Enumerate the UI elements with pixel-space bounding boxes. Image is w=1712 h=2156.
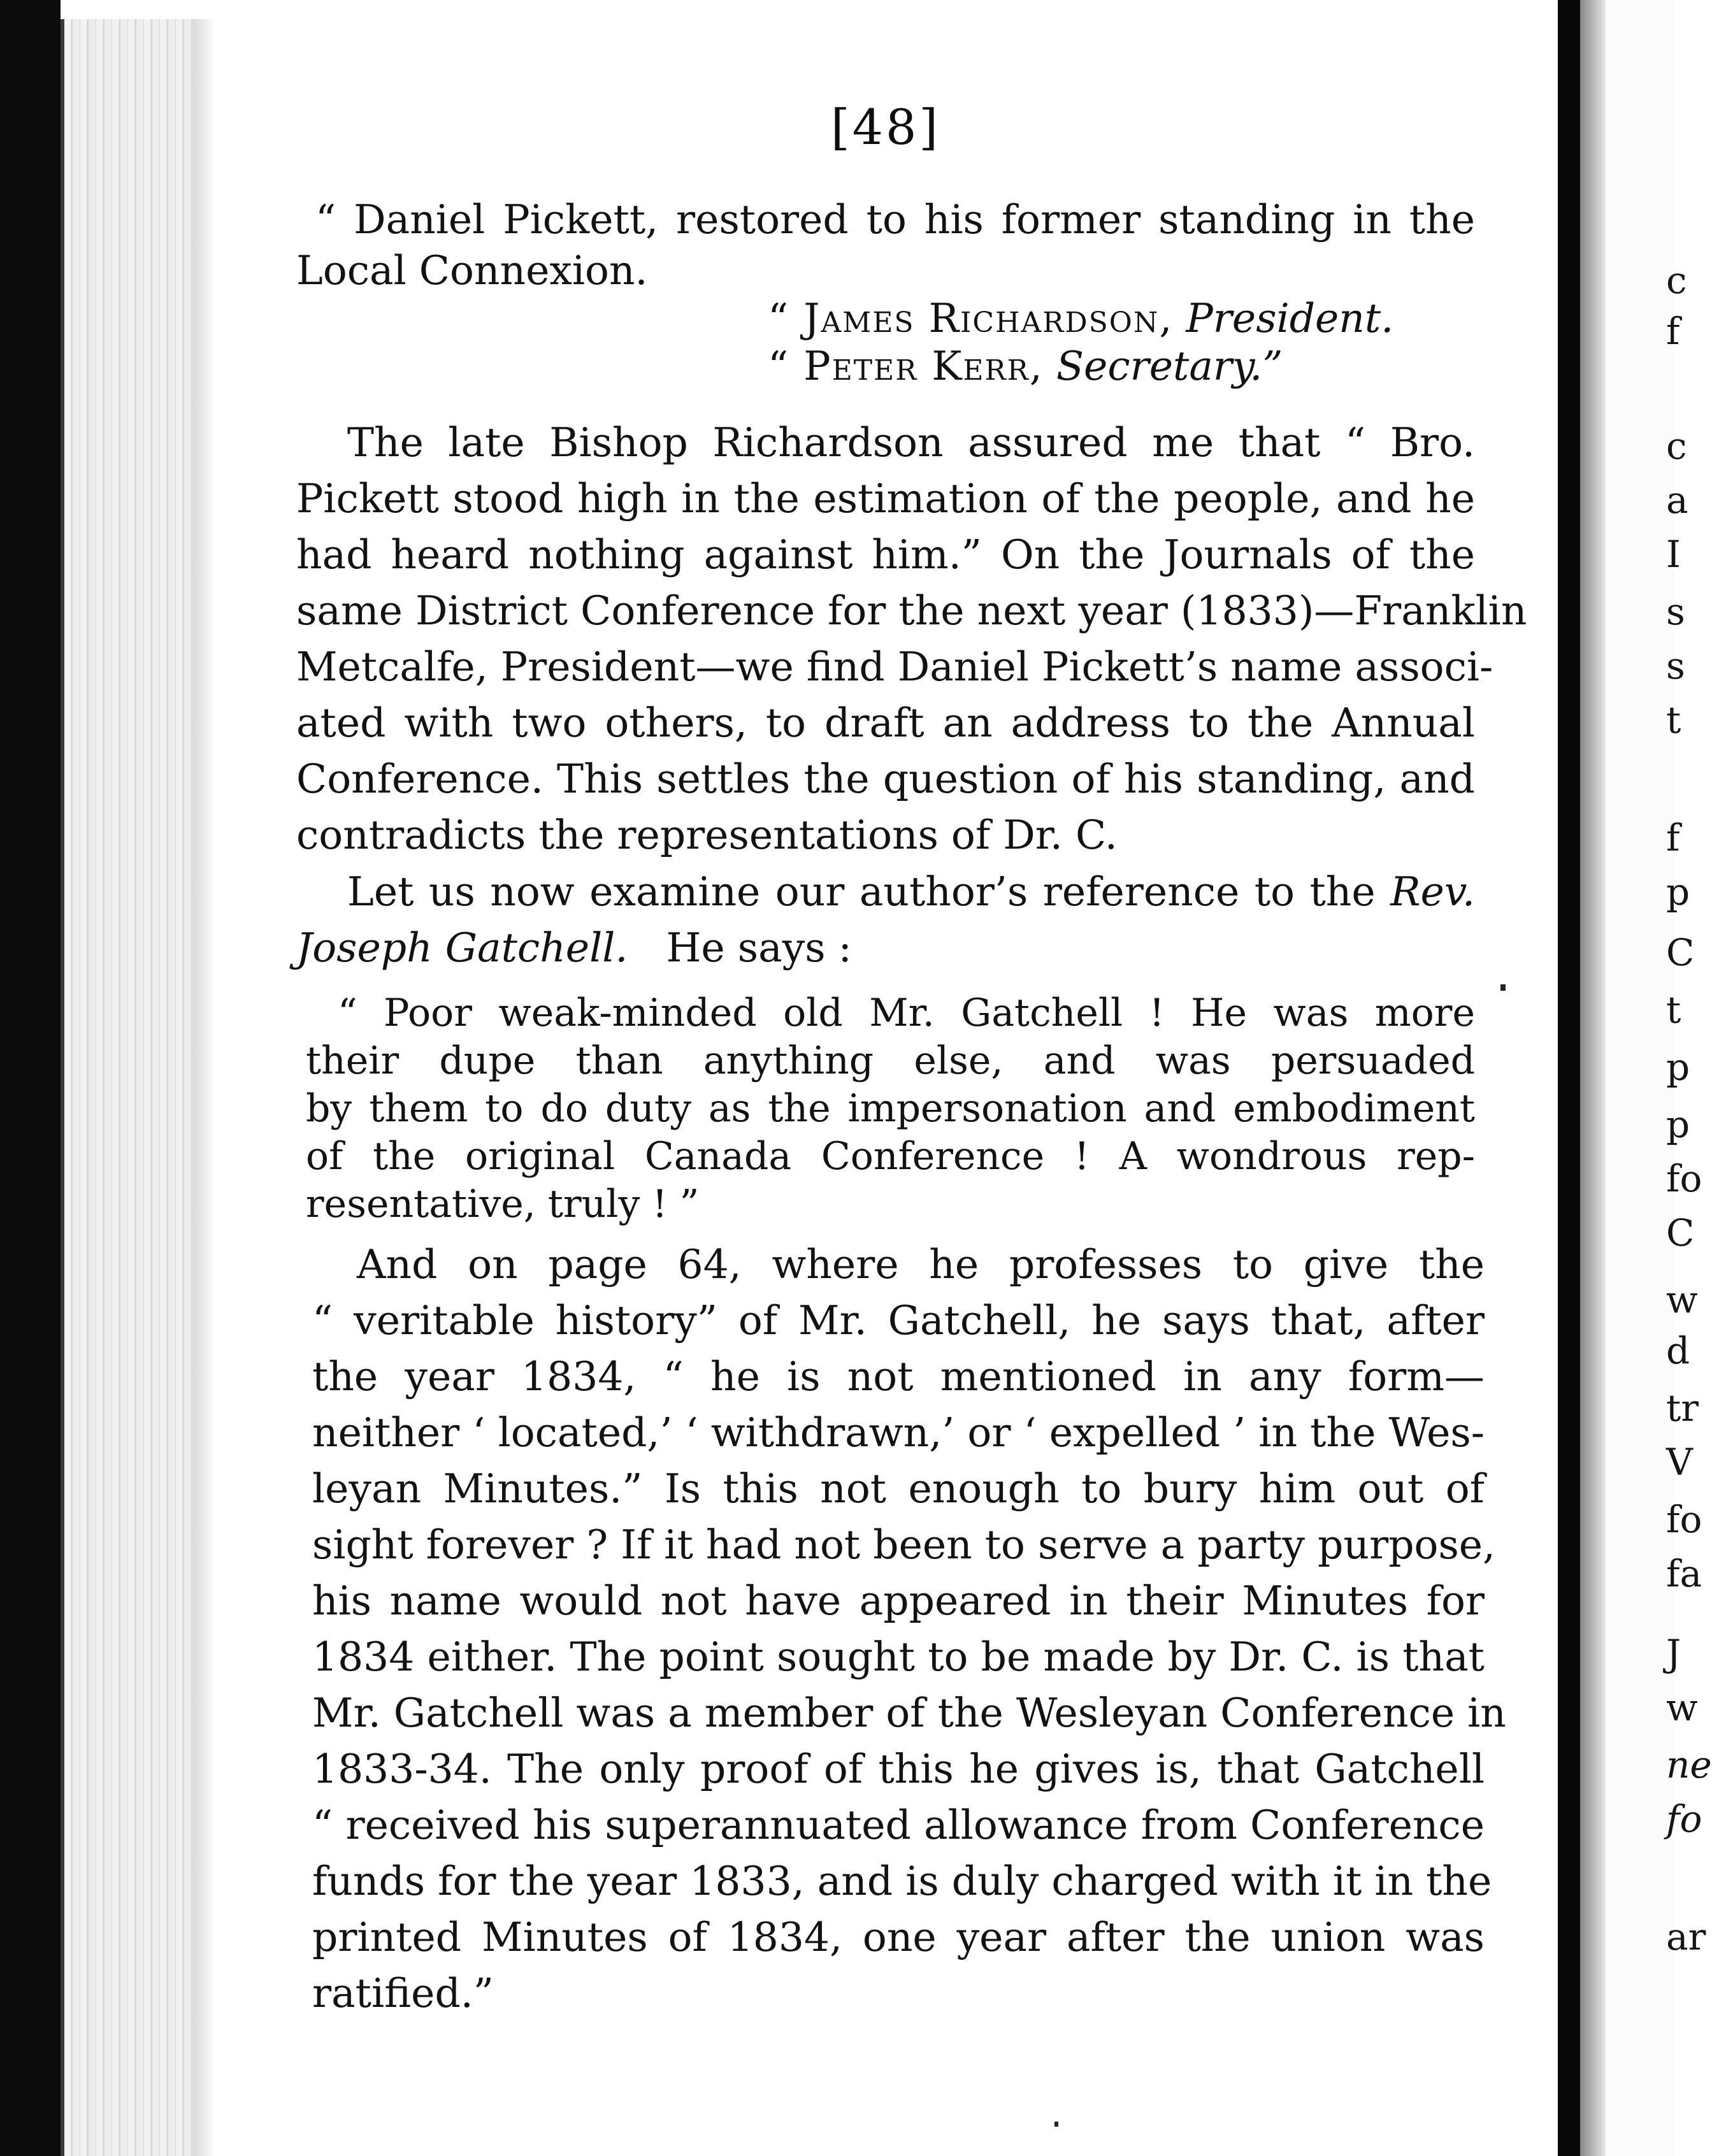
- facing-fragment: p: [1666, 870, 1690, 914]
- facing-fragment: t: [1666, 698, 1681, 742]
- para3-line: 1834 either. The point sought to be made by Dr. C. is that: [312, 1634, 1485, 1680]
- facing-fragment: C: [1666, 1211, 1695, 1254]
- para3-line: sight forever ? If it had not been to serve a party purpose,: [312, 1521, 1496, 1568]
- para3-line: And on page 64, where he professes to give the: [357, 1241, 1485, 1288]
- facing-fragment: V: [1666, 1441, 1693, 1484]
- para1-line: Conference. This settles the question of his standing, and: [296, 756, 1475, 802]
- facing-fragment: d: [1666, 1329, 1690, 1372]
- scan-speck: [1054, 2122, 1058, 2127]
- para1-line: The late Bishop Richardson assured me that “ Bro.: [347, 419, 1475, 466]
- book-page: [213, 0, 1558, 2156]
- page-number: [48]: [830, 99, 940, 155]
- para1-line: same District Conference for the next year (1833)—Franklin: [296, 587, 1527, 634]
- para3-line: the year 1834, “ he is not mentioned in any form—: [312, 1353, 1485, 1400]
- para2-line-2-text: He says :: [666, 924, 852, 971]
- para1-line: contradicts the representations of Dr. C.: [296, 812, 1118, 858]
- facing-fragment: tr: [1666, 1386, 1699, 1430]
- secretary-name: “ Peter Kerr,: [768, 343, 1044, 389]
- facing-fragment: fo: [1666, 1498, 1702, 1541]
- quote-line: their dupe than anything else, and was persuaded: [306, 1038, 1475, 1083]
- para3-line: leyan Minutes.” Is this not enough to bury him out of: [312, 1465, 1485, 1512]
- facing-fragment: c: [1666, 259, 1687, 302]
- facing-fragment: w: [1666, 1686, 1698, 1729]
- facing-fragment: I: [1666, 533, 1681, 576]
- president-title: President.: [1186, 295, 1394, 341]
- facing-fragment: C: [1666, 931, 1695, 974]
- page-gutter: [1558, 0, 1580, 2156]
- signature-secretary: [768, 338, 1283, 395]
- facing-fragment: fa: [1666, 1552, 1702, 1595]
- facing-fragment: ar: [1666, 1915, 1706, 1958]
- para1-line: Pickett stood high in the estimation of the people, and he: [296, 475, 1475, 522]
- para2-line-2: [296, 919, 1475, 977]
- gutter-shading: [1580, 0, 1606, 2156]
- para2-line-1: [347, 863, 1475, 921]
- facing-fragment: f: [1666, 816, 1680, 859]
- para2-line-2-italic: Joseph Gatchell.: [296, 924, 628, 971]
- facing-fragment: a: [1666, 478, 1688, 522]
- secretary-title: Secretary.”: [1056, 343, 1283, 389]
- page-edge-shadow: [191, 19, 217, 2156]
- facing-fragment: s: [1666, 644, 1685, 687]
- para3-line: neither ‘ located,’ ‘ withdrawn,’ or ‘ expelled ’ in the Wes-: [312, 1409, 1485, 1456]
- facing-fragment: c: [1666, 424, 1687, 468]
- quote-line: of the original Canada Conference ! A wondrous rep-: [306, 1134, 1475, 1179]
- para1-line: ated with two others, to draft an address to the Annual: [296, 700, 1475, 746]
- facing-fragment: w: [1666, 1278, 1698, 1321]
- scan-border-left: [0, 0, 61, 2156]
- quote-line: “ Poor weak-minded old Mr. Gatchell ! He was more: [338, 991, 1475, 1035]
- facing-fragment: t: [1666, 988, 1681, 1031]
- facing-fragment: s: [1666, 590, 1685, 633]
- para2-line-1-text: Let us now examine our author’s reference to the: [347, 868, 1376, 915]
- scan-speck: [1500, 984, 1506, 991]
- para3-line: “ received his superannuated allowance from Conference: [312, 1802, 1485, 1848]
- quote-line: by them to do duty as the impersonation and embodiment: [306, 1086, 1475, 1131]
- para2-line-1-italic: Rev.: [1390, 868, 1475, 915]
- para1-line: had heard nothing against him.” On the Journals of the: [296, 531, 1475, 578]
- para3-line: printed Minutes of 1834, one year after the union was: [312, 1914, 1485, 1960]
- facing-fragment: f: [1666, 310, 1680, 353]
- quote-line: resentative, truly ! ”: [306, 1182, 700, 1226]
- facing-fragment: p: [1666, 1103, 1690, 1146]
- para3-line: 1833-34. The only proof of this he gives is, that Gatchell: [312, 1746, 1485, 1792]
- facing-fragment: fo: [1666, 1157, 1702, 1200]
- para3-line: “ veritable history” of Mr. Gatchell, he says that, after: [312, 1297, 1485, 1344]
- intro-line-1: “ Daniel Pickett, restored to his former standing in the: [315, 196, 1475, 243]
- intro-line-2: Local Connexion.: [296, 247, 648, 294]
- para3-line: Mr. Gatchell was a member of the Wesleyan Conference in: [312, 1690, 1506, 1736]
- para1-line: Metcalfe, President—we find Daniel Pickett’s name associ-: [296, 643, 1493, 690]
- facing-fragment: fo: [1666, 1797, 1702, 1841]
- facing-fragment: ne: [1666, 1743, 1712, 1786]
- facing-fragment: J: [1666, 1632, 1681, 1675]
- para3-line: his name would not have appeared in their Minutes for: [312, 1577, 1485, 1624]
- para3-line: funds for the year 1833, and is duly charged with it in the: [312, 1858, 1492, 1904]
- facing-page-fragment: [1606, 0, 1712, 2156]
- facing-fragment: p: [1666, 1046, 1690, 1089]
- para3-line: ratified.”: [312, 1970, 494, 2016]
- president-name: “ James Richardson,: [768, 295, 1174, 341]
